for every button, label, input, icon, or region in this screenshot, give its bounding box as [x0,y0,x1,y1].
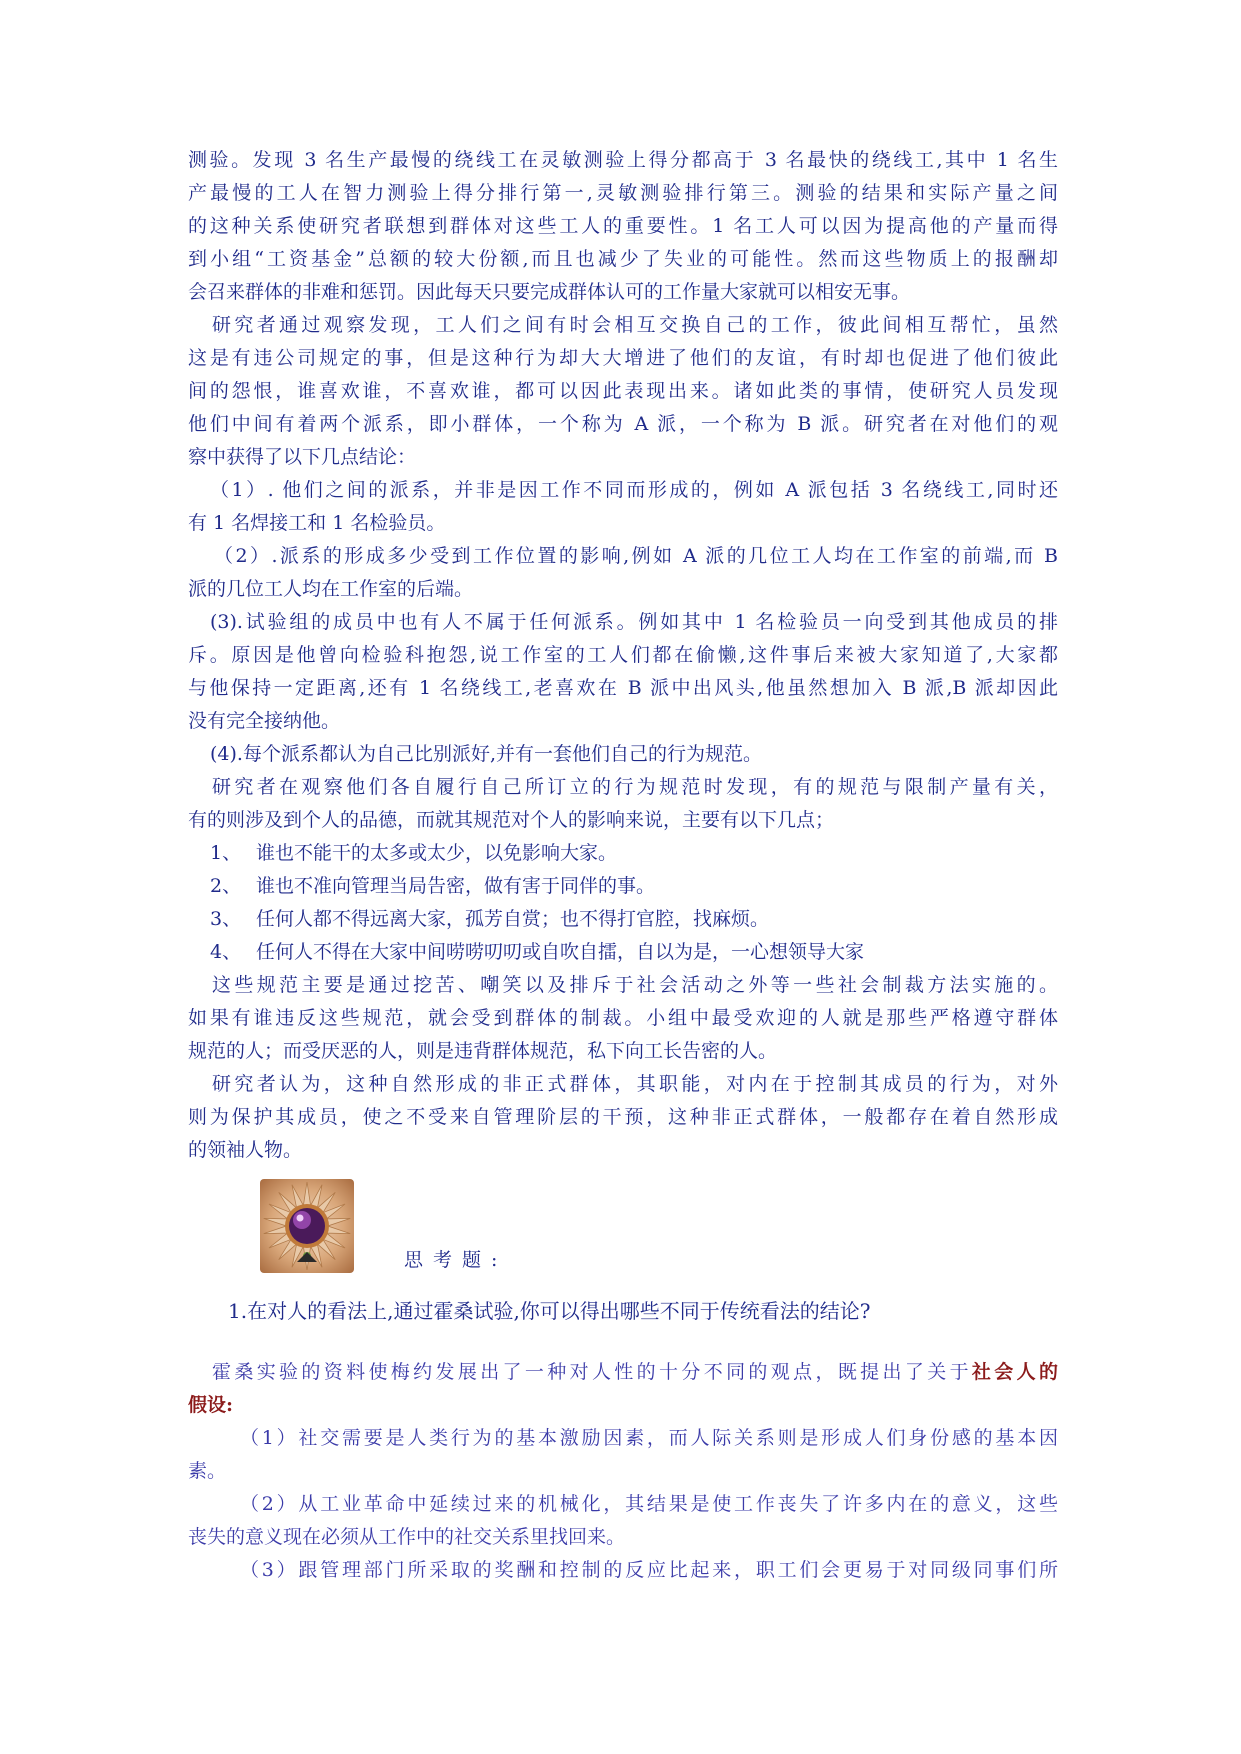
text-line: 有 1 名焊接工和 1 名检验员。 [188,512,446,534]
answer-emphasis-text: 假设: [188,1394,234,1416]
list-item [188,870,1058,903]
list-number: 2、 [210,875,242,897]
assumption-1 [188,1422,1058,1488]
text-line: （1）社交需要是人类行为的基本激励因素，而人际关系则是形成人们身份感的基本因 [240,1427,1058,1449]
text-line [188,1356,1058,1389]
list-text: 谁也不能干的太多或太少，以免影响大家。 [256,842,618,864]
text-line: 间的怨恨，谁喜欢谁，不喜欢谁，都可以因此表现出来。诸如此类的事情，使研究人员发现 [188,380,1058,402]
text-line: (3).试验组的成员中也有人不属于任何派系。例如其中 1 名检验员一向受到其他成员的排 [210,611,1058,633]
paragraph-observation [188,309,1058,474]
conclusion-1 [188,474,1058,540]
figure-caption: 思考题: [404,1249,508,1271]
question-1: 1.在对人的看法上,通过霍桑试验,你可以得出哪些不同于传统看法的结论? [228,1299,871,1323]
assumption-3 [188,1554,1058,1587]
text-line: （3）跟管理部门所采取的奖酬和控制的反应比起来，职工们会更易于对同级同事们所 [240,1559,1058,1581]
text-line: 这是有违公司规定的事，但是这种行为却大大增进了他们的友谊，有时却也促进了他们彼此 [188,347,1058,369]
answer-lead-text: 霍桑实验的资料使梅约发展出了一种对人性的十分不同的观点，既提出了关于 [212,1361,972,1383]
list-number: 4、 [210,941,242,963]
list-item [188,903,1058,936]
text-line: 研究者在观察他们各自履行自己所订立的行为规范时发现，有的规范与限制产量有关， [212,776,1058,798]
conclusion-2 [188,540,1058,606]
text-line: 没有完全接纳他。 [188,710,341,732]
text-line: 则为保护其成员，使之不受来自管理阶层的干预，这种非正式群体，一般都存在着自然形成 [188,1106,1058,1128]
text-line: 派的几位工人均在工作室的后端。 [188,578,474,600]
text-line: 研究者认为，这种自然形成的非正式群体，其职能，对内在于控制其成员的行为，对外 [212,1073,1058,1095]
text-line: 研究者通过观察发现，工人们之间有时会相互交换自己的工作，彼此间相互帮忙，虽然 [212,314,1058,336]
text-line: 斥。原因是他曾向检验科抱怨,说工作室的工人们都在偷懒,这件事后来被大家知道了,大家都 [188,644,1058,666]
list-number: 1、 [210,842,242,864]
thinking-question-figure [188,1179,1058,1289]
text-line: （1）. 他们之间的派系，并非是因工作不同而形成的，例如 A 派包括 3 名绕线工,同时还 [210,479,1058,501]
paragraph-norms-intro [188,771,1058,837]
mandala-orb-icon [260,1179,354,1273]
answer-emphasis-text: 社会人的 [971,1361,1058,1383]
spacer [188,1328,1058,1356]
text-line: （2）从工业革命中延续过来的机械化，其结果是使工作丧失了许多内在的意义，这些 [240,1493,1058,1515]
text-line: 丧失的意义现在必须从工作中的社交关系里找回来。 [188,1526,626,1548]
text-line: (4).每个派系都认为自己比别派好,并有一套他们自己的行为规范。 [210,743,762,765]
text-line: 这些规范主要是通过挖苦、嘲笑以及排斥于社会活动之外等一些社会制裁方法实施的。 [212,974,1058,996]
text-line: 有的则涉及到个人的品德，而就其规范对个人的影响来说，主要有以下几点； [188,809,835,831]
list-text: 谁也不准向管理当局告密，做有害于同伴的事。 [256,875,656,897]
text-line: 规范的人；而受厌恶的人，则是违背群体规范，私下向工长告密的人。 [188,1040,778,1062]
text-line: 他们中间有着两个派系，即小群体，一个称为 A 派，一个称为 B 派。研究者在对他们的观 [188,413,1058,435]
text-line: 测验。发现 3 名生产最慢的绕线工在灵敏测验上得分都高于 3 名最快的绕线工,其中 1 名生 [188,149,1058,171]
norms-list [188,837,1058,969]
paragraph-test-results [188,144,1058,309]
text-line: 的领袖人物。 [188,1139,303,1161]
list-item [188,936,1058,969]
answer-intro [188,1356,1058,1422]
document-page [188,144,1058,1587]
assumption-2 [188,1488,1058,1554]
text-line: 察中获得了以下几点结论： [188,446,417,468]
conclusion-3 [188,606,1058,738]
list-text: 任何人不得在大家中间唠唠叨叨或自吹自擂，自以为是，一心想领导大家 [256,941,865,963]
text-line: （2）.派系的形成多少受到工作位置的影响,例如 A 派的几位工人均在工作室的前端,而 B [214,545,1058,567]
text-line: 到小组“工资基金”总额的较大份额,而且也减少了失业的可能性。然而这些物质上的报酬却 [188,248,1058,270]
text-line: 的这种关系使研究者联想到群体对这些工人的重要性。1 名工人可以因为提高他的产量而得 [188,215,1058,237]
text-line: 会召来群体的非难和惩罚。因此每天只要完成群体认可的工作量大家就可以相安无事。 [188,281,911,303]
text-line: 素。 [188,1460,227,1482]
list-number: 3、 [210,908,242,930]
text-line: 产最慢的工人在智力测验上得分排行第一,灵敏测验排行第三。测验的结果和实际产量之间 [188,182,1058,204]
text-line: 如果有谁违反这些规范，就会受到群体的制裁。小组中最受欢迎的人就是那些严格遵守群体 [188,1007,1058,1029]
list-item [188,837,1058,870]
conclusion-4 [188,738,1058,771]
list-text: 任何人都不得远离大家，孤芳自赏；也不得打官腔，找麻烦。 [256,908,770,930]
paragraph-sanctions [188,969,1058,1068]
paragraph-informal-group [188,1068,1058,1167]
text-line [188,1389,1058,1422]
text-line: 与他保持一定距离,还有 1 名绕线工,老喜欢在 B 派中出风头,他虽然想加入 B 派,B 派却因此 [188,677,1058,699]
